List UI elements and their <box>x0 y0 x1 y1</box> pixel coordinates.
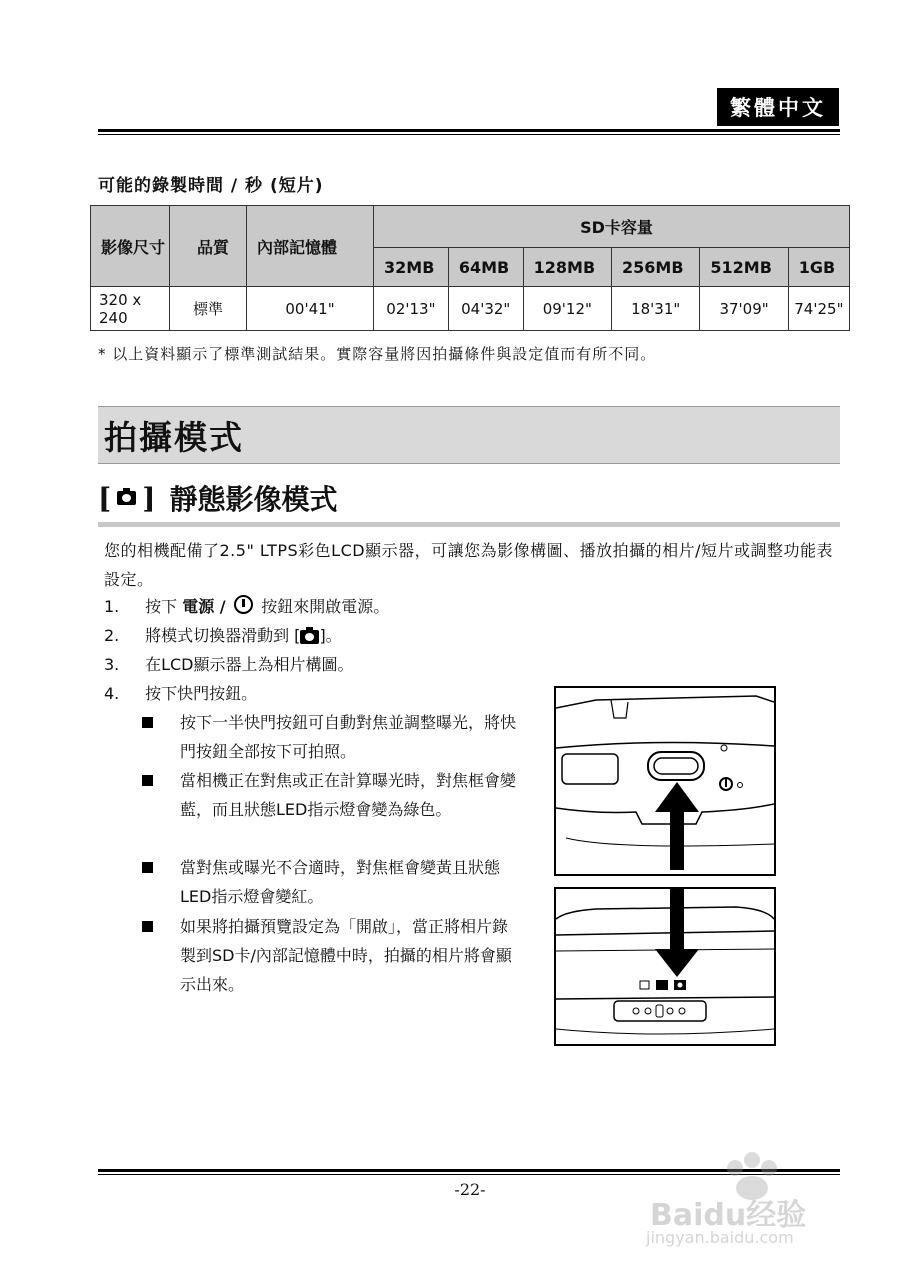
step-number: 3. <box>104 655 120 674</box>
camera-back-drawing <box>556 889 774 1044</box>
step-text: 按下 <box>145 597 178 616</box>
header-quality: 品質 <box>170 206 247 287</box>
header-rule <box>98 129 840 132</box>
capacity-cell: 64MB <box>448 248 523 287</box>
header-rule-thin <box>98 134 840 135</box>
capacity-cell: 1GB <box>788 248 849 287</box>
bullet-text: 按下一半快門按鈕可自動對焦並調整曝光，將快門按鈕全部按下可拍照。 <box>180 713 517 761</box>
step-4 <box>104 681 257 704</box>
camera-icon <box>300 630 319 644</box>
intro-paragraph: 您的相機配備了2.5" LTPS彩色LCD顯示器，可讓您為影像構圖、播放拍攝的相片/短片或調整功能表設定。 <box>104 541 833 589</box>
step-number: 2. <box>104 626 120 645</box>
step-text: 按下快門按鈕。 <box>145 684 258 703</box>
capacity-cell: 512MB <box>700 248 788 287</box>
row-value: 02'13" <box>374 287 449 331</box>
header-internal-memory: 內部記憶體 <box>247 206 374 287</box>
camera-top-illustration <box>554 686 776 876</box>
step-text: ]。 <box>319 626 342 645</box>
step-number: 1. <box>104 597 120 616</box>
header-sd-capacity: SD卡容量 <box>374 206 850 248</box>
row-size: 320 x 240 <box>91 287 170 331</box>
bullet-item <box>142 853 522 911</box>
bullet-square-icon <box>142 717 153 728</box>
subtitle-bracket-close: ] <box>142 481 156 515</box>
bullet-square-icon <box>142 921 153 932</box>
page-number: -22- <box>454 1180 486 1199</box>
row-internal: 00'41" <box>247 287 374 331</box>
watermark-url: jingyan.baidu.com <box>646 1228 794 1247</box>
row-quality: 標準 <box>170 287 247 331</box>
step-text: 將模式切換器滑動到 [ <box>145 626 301 645</box>
row-value: 04'32" <box>448 287 523 331</box>
bullet-item <box>142 708 522 766</box>
step-1 <box>104 594 389 617</box>
bullet-text: 當對焦或曝光不合適時，對焦框會變黃且狀態LED指示燈會變紅。 <box>180 858 501 906</box>
baidu-watermark <box>640 1140 860 1250</box>
row-value: 09'12" <box>523 287 611 331</box>
header-image-size: 影像尺寸 <box>91 206 170 287</box>
bullet-square-icon <box>142 775 153 786</box>
table-title: 可能的錄製時間 / 秒 (短片) <box>98 176 324 196</box>
step-2 <box>104 623 342 646</box>
power-icon <box>234 595 253 614</box>
step-text: 按鈕來開啟電源。 <box>261 597 390 616</box>
camera-mode-switch-illustration <box>554 887 776 1046</box>
bullet-item <box>142 766 522 824</box>
capacity-cell: 128MB <box>523 248 611 287</box>
row-value: 37'09" <box>700 287 788 331</box>
language-badge: 繁體中文 <box>717 88 839 126</box>
bullet-square-icon <box>142 862 153 873</box>
capacity-cell: 256MB <box>612 248 700 287</box>
table-header-row <box>91 206 850 248</box>
camera-icon <box>117 491 136 505</box>
table-footnote: * 以上資料顯示了標準測試結果。實際容量將因拍攝條件與設定值而有所不同。 <box>98 345 657 363</box>
bullet-item <box>142 912 522 999</box>
subtitle-bracket-open: [ <box>98 481 112 515</box>
watermark-brand: Baidu经验 <box>650 1198 807 1233</box>
section-title: 拍攝模式 <box>104 418 244 457</box>
bullet-text: 當相機正在對焦或正在計算曝光時，對焦框會變藍，而且狀態LED指示燈會變為綠色。 <box>180 771 517 819</box>
row-value: 18'31" <box>612 287 700 331</box>
subtitle-text: 靜態影像模式 <box>169 483 338 516</box>
subtitle <box>98 478 338 518</box>
step-3 <box>104 652 354 675</box>
row-value: 74'25" <box>788 287 849 331</box>
step-bold-text: 電源 / <box>182 597 232 616</box>
bullet-text: 如果將拍攝預覽設定為「開啟」，當正將相片錄製到SD卡/內部記憶體中時，拍攝的相片將會顯示出來。 <box>180 917 512 994</box>
step-text: 在LCD顯示器上為相片構圖。 <box>145 655 354 674</box>
table-row <box>91 287 850 331</box>
capacity-cell: 32MB <box>374 248 449 287</box>
subtitle-rule <box>98 522 840 527</box>
camera-top-drawing <box>556 688 774 874</box>
step-number: 4. <box>104 684 120 703</box>
recording-time-table <box>90 205 850 331</box>
